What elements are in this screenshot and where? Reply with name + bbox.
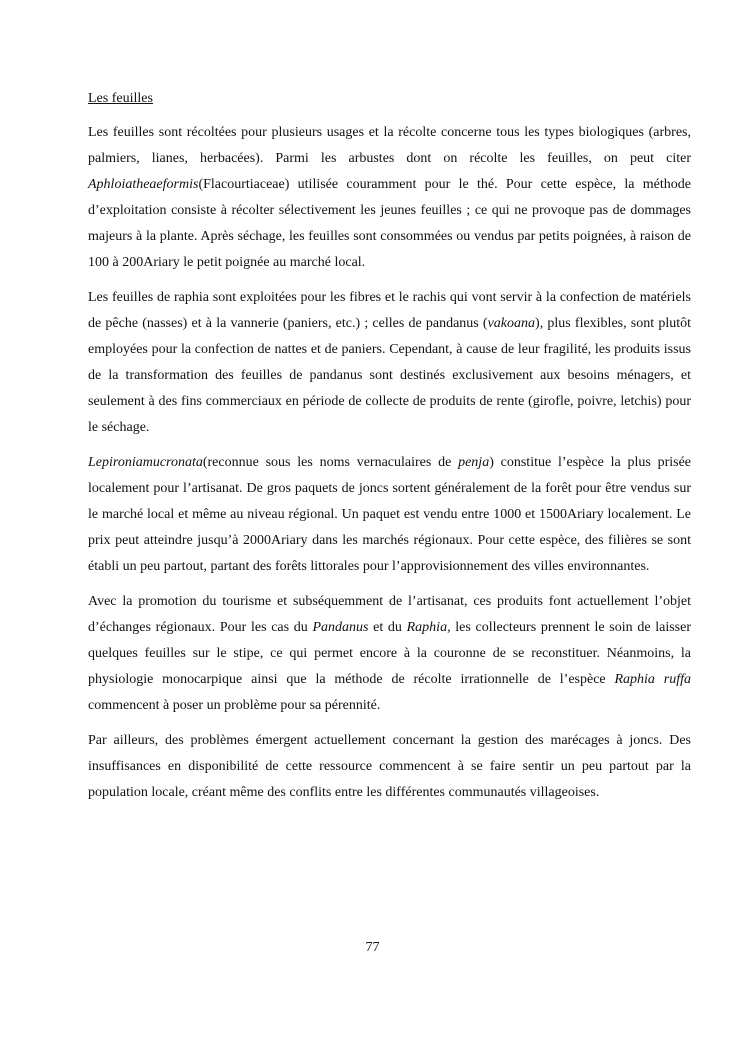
paragraph-text: (Flacourtiaceae) utilisée couramment pour le thé. Pour cette espèce, la méthode d’exploitation consiste à récolter sélectivement les jeunes feuilles ; ce qui ne provoque pas de dommages majeurs à la plante. Après séchage, les feuilles sont consommées ou vendus par petits poignées, à raison de 100 à 200Ariary le petit poignée au marché local. [88, 177, 691, 270]
paragraph [88, 589, 691, 719]
paragraph-text: ) constitue l’espèce la plus prisée localement pour l’artisanat. De gros paquets de joncs sortent généralement de la forêt pour être vendus sur le marché local et même au niveau régional. Un paquet est vendu entre 1000 et 1500Ariary localement. Le prix peut atteindre jusqu’à 2000Ariary dans les marchés régionaux. Pour cette espèce, des filières se sont établi un peu partout, partant des forêts littorales pour l’approvisionnement des villes environnantes. [88, 455, 691, 574]
paragraph-text: et du [368, 620, 407, 635]
section-heading: Les feuilles [88, 91, 153, 106]
paragraph-text: Les feuilles sont récoltées pour plusieurs usages et la récolte concerne tous les types biologiques (arbres, palmiers, lianes, herbacées). Parmi les arbustes dont on récolte les feuilles, on peut citer [88, 125, 691, 166]
italic-term: penja [458, 455, 490, 470]
italic-term: vakoana [487, 316, 536, 331]
paragraph [88, 728, 691, 806]
paragraph-text: ), plus flexibles, sont plutôt employées pour la confection de nattes et de paniers. Cependant, à cause de leur fragilité, les produits issus de la transformation des feuilles de pandanus sont destinés exclusivement aux besoins ménagers, et seulement à des fins commerciaux en période de collecte de produits de rente (girofle, poivre, letchis) pour le séchage. [88, 316, 691, 435]
document-page [88, 86, 691, 815]
paragraph-text: commencent à poser un problème pour sa pérennité. [88, 698, 381, 713]
paragraph-text: Les feuilles de raphia sont exploitées pour les fibres et le rachis qui vont servir à la confection de matériels de pêche (nasses) et à la vannerie (paniers, etc.) ; celles de pandanus ( [88, 290, 691, 331]
body-text [88, 120, 691, 806]
paragraph-text: Par ailleurs, des problèmes émergent actuellement concernant la gestion des marécages à joncs. Des insuffisances en disponibilité de cette ressource commencent à se faire sentir un peu partout par la population locale, créant même des conflits entre les différentes communautés villageoises. [88, 733, 691, 800]
paragraph-text: (reconnue sous les noms vernaculaires de [202, 455, 459, 470]
paragraph-text: Avec la promotion du tourisme et subséquemment de l’artisanat, ces produits font actuellement l’objet d’échanges régionaux. Pour les cas du [88, 594, 691, 635]
italic-term: Pandanus [312, 620, 369, 635]
italic-term: Raphia ruffa [614, 672, 691, 687]
paragraph [88, 450, 691, 580]
italic-term: Raphia [406, 620, 448, 635]
paragraph [88, 285, 691, 441]
paragraph-text: , les collecteurs prennent le soin de laisser quelques feuilles sur le stipe, ce qui permet encore à la couronne de se reconstituer. Néanmoins, la physiologie monocarpique ainsi que la méthode de récolte irrationnelle de l’espèce [88, 620, 691, 687]
italic-term: Aphloiatheaeformis [88, 177, 199, 192]
italic-term: Lepironiamucronata [88, 455, 203, 470]
paragraph [88, 120, 691, 276]
page-number: 77 [365, 940, 380, 955]
